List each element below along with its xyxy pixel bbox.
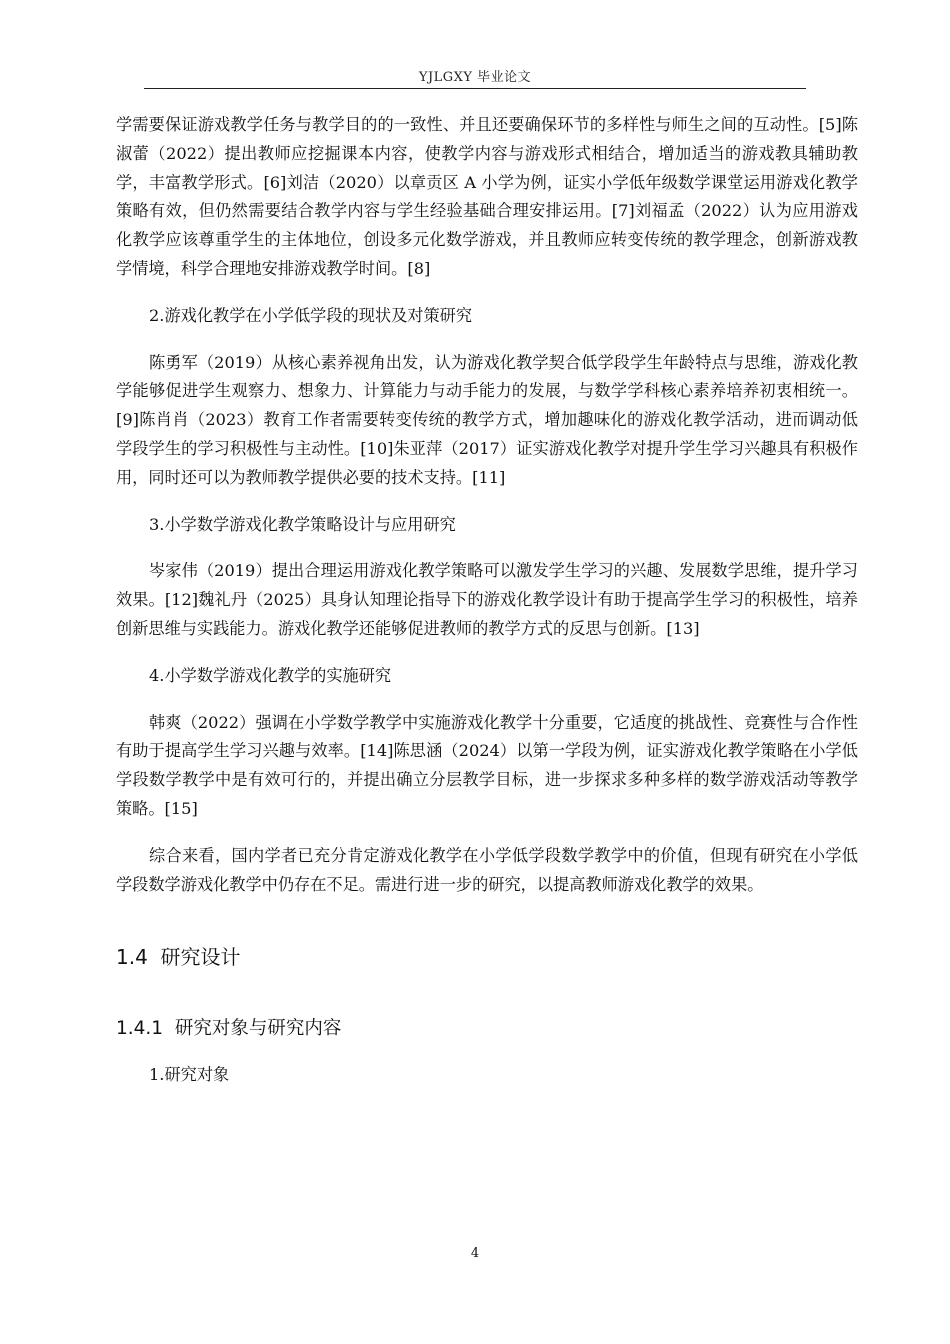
paragraph-4: 韩爽（2022）强调在小学数学教学中实施游戏化教学十分重要，它适度的挑战性、竞赛性与合作性有助于提高学生学习兴趣与效率。[14]陈思涵（2024）以第一学段为例，证实游戏化教学策略在小学低学段数学教学中是有效可行的，并提出确立分层教学目标，进一步探求多种多样的数学游戏活动等教学策略。[15] (116, 712, 858, 818)
paragraph-summary: 综合来看，国内学者已充分肯定游戏化教学在小学低学段数学教学中的价值，但现有研究在小学低学段数学游戏化教学中仍存在不足。需进行进一步的研究，以提高教师游戏化教学的效果。 (116, 845, 858, 894)
subheading-4: 4.小学数学游戏化教学的实施研究 (149, 665, 392, 685)
spacer (116, 1043, 858, 1061)
spacer (116, 493, 858, 511)
page-number: 4 (470, 1246, 480, 1261)
spacer (116, 331, 858, 349)
body-text (116, 111, 858, 1090)
section-title: 研究设计 (160, 945, 241, 970)
subsection-title: 研究对象与研究内容 (174, 1018, 342, 1040)
header-rule (144, 88, 806, 89)
paragraph-continued: 学需要保证游戏教学任务与教学目的的一致性、并且还要确保环节的多样性与师生之间的互动性。[5]陈淑蕾（2022）提出教师应挖掘课本内容，使教学内容与游戏形式相结合，增加适当的游戏教具辅助教学，丰富教学形式。[6]刘洁（2020）以章贡区 A 小学为例，证实小学低年级数学课堂运用游戏化教学策略有效，但仍然需要结合教学内容与学生经验基础合理安排运用。[7]刘福孟（2022）认为应用游戏化教学应该尊重学生的主体地位，创设多元化数学游戏，并且教师应转变传统的教学理念，创新游戏教学情境，科学合理地安排游戏教学时间。[8] (116, 115, 858, 278)
subsection-heading (116, 1015, 858, 1043)
paragraph-3: 岑家伟（2019）提出合理运用游戏化教学策略可以激发学生学习的兴趣、发展数学思维，提升学习效果。[12]魏礼丹（2025）具身认知理论指导下的游戏化教学设计有助于提高学生学习的积极性，培养创新思维与实践能力。游戏化教学还能够促进教师的教学方式的反思与创新。[13] (116, 561, 858, 638)
item-heading: 1.研究对象 (149, 1065, 230, 1085)
subheading-3: 3.小学数学游戏化教学策略设计与应用研究 (149, 514, 456, 534)
spacer (116, 899, 858, 943)
spacer (116, 971, 858, 1015)
section-number: 1.4 (116, 945, 148, 970)
section-heading (116, 943, 858, 971)
spacer (116, 691, 858, 709)
running-header: YJLGXY 毕业论文 (418, 70, 532, 85)
spacer (116, 539, 858, 557)
spacer (116, 644, 858, 662)
spacer (116, 284, 858, 302)
subsection-number: 1.4.1 (116, 1018, 164, 1040)
subheading-2: 2.游戏化教学在小学低学段的现状及对策研究 (149, 305, 473, 325)
spacer (116, 824, 858, 842)
paragraph-2: 陈勇军（2019）从核心素养视角出发，认为游戏化教学契合低学段学生年龄特点与思维，游戏化教学能够促进学生观察力、想象力、计算能力与动手能力的发展，与数学学科核心素养培养初衷相统一。[9]陈肖肖（2023）教育工作者需要转变传统的教学方式，增加趣味化的游戏化教学活动，进而调动低学段学生的学习积极性与主动性。[10]朱亚萍（2017）证实游戏化教学对提升学生学习兴趣具有积极作用，同时还可以为教师教学提供必要的技术支持。[11] (116, 352, 858, 487)
